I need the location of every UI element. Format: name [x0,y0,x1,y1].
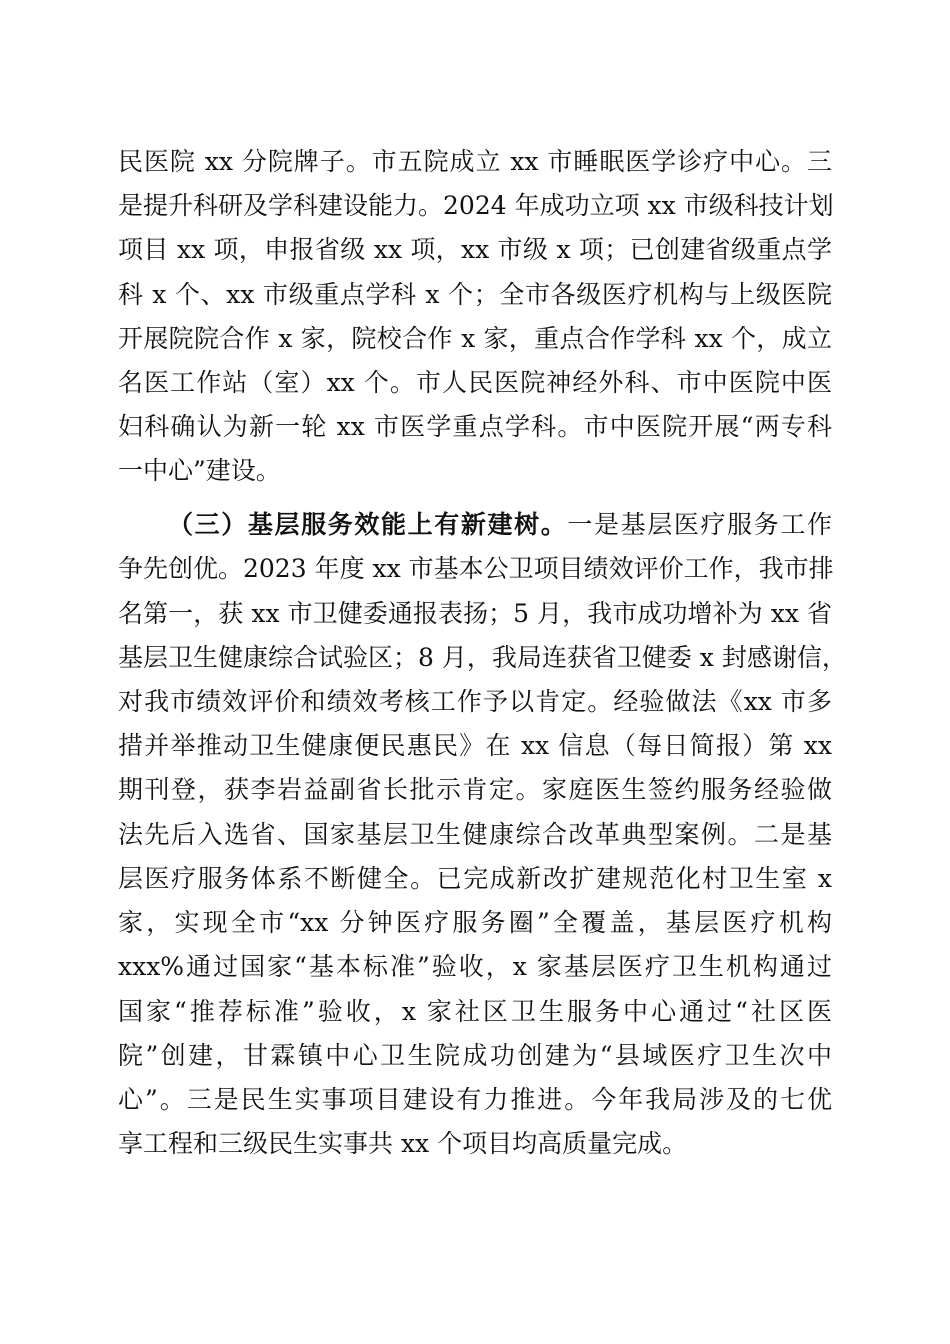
paragraph-line: 民医院 xx 分院牌子。市五院成立 xx 市睡眠医学诊疗中心。三 [118,147,832,176]
paragraph-line: 妇科确认为新一轮 xx 市医学重点学科。市中医院开展“两专科 [118,412,832,441]
paragraph-line: 心”。三是民生实事项目建设有力推进。今年我局涉及的七优 [118,1085,832,1114]
section-heading-line [168,505,832,545]
paragraph-line: 争先创优。2023 年度 xx 市基本公卫项目绩效评价工作，我市排 [118,554,834,583]
paragraph-line: 措并举推动卫生健康便民惠民》在 xx 信息（每日简报）第 xx [118,731,832,760]
paragraph-line: xxx%通过国家“基本标准”验收，x 家基层医疗卫生机构通过 [118,952,832,981]
paragraph-line: 项目 xx 项，申报省级 xx 项，xx 市级 x 项；已创建省级重点学 [118,235,832,264]
paragraph-line: 国家“推荐标准”验收，x 家社区卫生服务中心通过“社区医 [118,997,832,1026]
paragraph-line: 名第一，获 xx 市卫健委通报表扬；5 月，我市成功增补为 xx 省 [118,599,832,628]
section-heading-rest: 一是基层医疗服务工作 [567,510,832,539]
paragraph-line: 家，实现全市“xx 分钟医疗服务圈”全覆盖，基层医疗机构 [118,908,832,937]
paragraph-line: 名医工作站（室）xx 个。市人民医院神经外科、市中医院中医 [118,368,832,397]
paragraph-line: 层医疗服务体系不断健全。已完成新改扩建规范化村卫生室 x [118,864,832,893]
paragraph-line: 一中心”建设。 [118,456,281,485]
paragraph-line: 是提升科研及学科建设能力。2024 年成功立项 xx 市级科技计划 [118,191,834,220]
section-heading: （三）基层服务效能上有新建树。 [168,510,568,539]
paragraph-line: 开展院院合作 x 家，院校合作 x 家，重点合作学科 xx 个，成立 [118,324,832,353]
paragraph-line: 享工程和三级民生实事共 xx 个项目均高质量完成。 [118,1129,688,1158]
paragraph-line: 对我市绩效评价和绩效考核工作予以肯定。经验做法《xx 市多 [118,687,832,716]
paragraph-line: 基层卫生健康综合试验区；8 月，我局连获省卫健委 x 封感谢信， [118,643,847,672]
paragraph-line: 期刊登，获李岩益副省长批示肯定。家庭医生签约服务经验做 [118,775,832,804]
paragraph-line: 法先后入选省、国家基层卫生健康综合改革典型案例。二是基 [118,820,832,849]
paragraph-line: 科 x 个、xx 市级重点学科 x 个；全市各级医疗机构与上级医院 [118,280,832,309]
paragraph-line: 院”创建，甘霖镇中心卫生院成功创建为“县域医疗卫生次中 [118,1041,832,1070]
